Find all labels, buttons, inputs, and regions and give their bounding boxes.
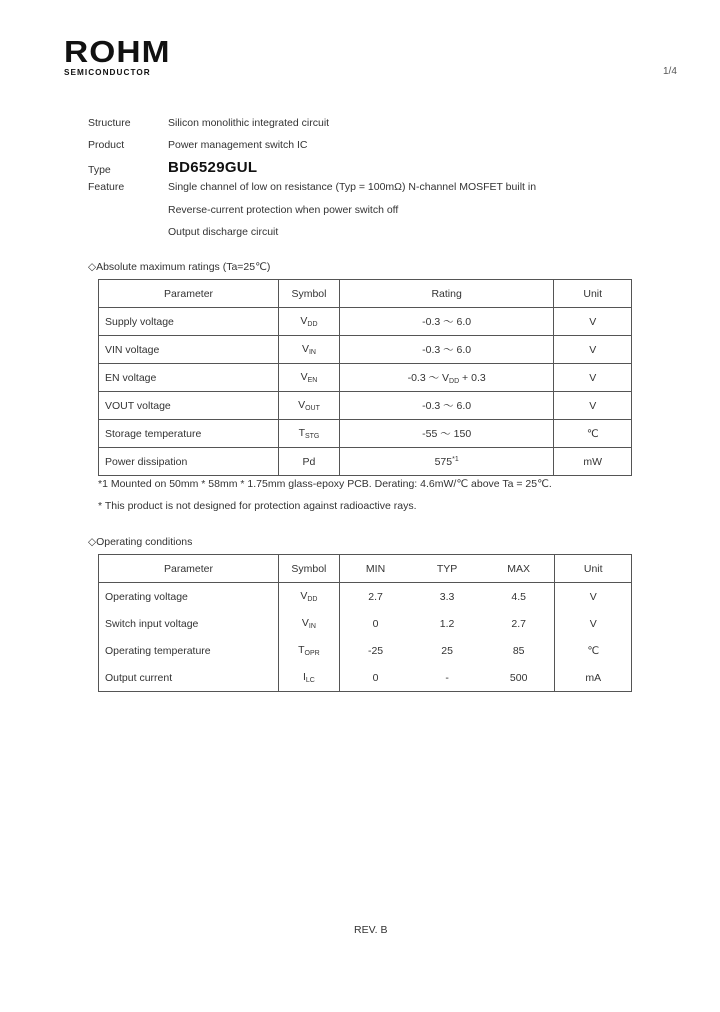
unit-cell: V bbox=[554, 336, 632, 364]
max-cell: 4.5 bbox=[483, 583, 555, 611]
unit-cell: V bbox=[555, 610, 632, 637]
symbol-cell: $T_{OPR}$ bbox=[279, 637, 340, 664]
unit-cell: V bbox=[554, 364, 632, 392]
footnote-1: *1 Mounted on 50mm * 58mm * 1.75mm glass-epoxy PCB. Derating: 4.6mW/℃ above Ta = 25℃. bbox=[98, 478, 552, 490]
min-cell: 0 bbox=[372, 617, 379, 630]
typ-cell: - bbox=[445, 671, 449, 684]
col-min: MIN bbox=[339, 555, 411, 583]
min-cell: -25 bbox=[367, 644, 384, 657]
col-typ: TYP bbox=[411, 555, 483, 583]
unit-cell: mW bbox=[554, 448, 632, 476]
col-symbol: Symbol bbox=[279, 280, 340, 308]
unit-cell: mA bbox=[555, 664, 632, 692]
col-symbol: Symbol bbox=[279, 555, 340, 583]
table-header-row bbox=[99, 555, 632, 583]
type-label: Type bbox=[88, 164, 111, 176]
rating-cell: -0.3 ～ 6.0 bbox=[339, 392, 554, 420]
col-max: MAX bbox=[483, 555, 555, 583]
col-parameter: Parameter bbox=[99, 280, 279, 308]
feature-label: Feature bbox=[88, 181, 125, 193]
param-cell: Power dissipation bbox=[99, 448, 279, 476]
table-header-row bbox=[99, 280, 632, 308]
rating-cell: 575$^{*1}$ bbox=[339, 448, 554, 476]
typ-cell: 25 bbox=[441, 644, 453, 657]
logo-subtitle: SEMICONDUCTOR bbox=[64, 68, 151, 77]
structure-label: Structure bbox=[88, 117, 131, 129]
abs-max-title: ◇Absolute maximum ratings (Ta=25℃) bbox=[88, 261, 271, 273]
param-cell: Operating temperature bbox=[99, 637, 279, 664]
rating-cell: -0.3 ～ $V_{DD} + 0.3$ bbox=[339, 364, 554, 392]
rating-cell: -0.3 ～ 6.0 bbox=[339, 336, 554, 364]
page-number: 1/4 bbox=[663, 66, 677, 77]
unit-cell: V bbox=[555, 583, 632, 611]
rating-cell: -0.3 ～ 6.0 bbox=[339, 308, 554, 336]
table-row bbox=[99, 583, 632, 611]
op-cond-table bbox=[98, 554, 632, 692]
table-row bbox=[99, 308, 632, 336]
logo-wordmark: ROHM bbox=[64, 34, 171, 69]
symbol-cell: $V_{DD}$ bbox=[279, 583, 340, 611]
table-row bbox=[99, 664, 632, 692]
unit-cell: ℃ bbox=[554, 420, 632, 448]
symbol-cell: $I_{LC}$ bbox=[279, 664, 340, 692]
max-cell: 2.7 bbox=[483, 610, 555, 637]
col-unit: Unit bbox=[555, 555, 632, 583]
param-cell: Switch input voltage bbox=[99, 610, 279, 637]
typ-cell: 1.2 bbox=[439, 617, 455, 630]
rating-cell: -55 ～ 150 bbox=[339, 420, 554, 448]
table-row bbox=[99, 336, 632, 364]
symbol-cell: $V_{IN}$ bbox=[279, 336, 340, 364]
unit-cell: V bbox=[554, 308, 632, 336]
col-rating: Rating bbox=[339, 280, 554, 308]
param-cell: EN voltage bbox=[99, 364, 279, 392]
op-cond-title: ◇Operating conditions bbox=[88, 536, 193, 548]
feature-item: Single channel of low on resistance (Typ = 100mΩ) N-channel MOSFET built in bbox=[168, 181, 537, 193]
min-cell: 0 bbox=[372, 671, 379, 684]
symbol-cell: Pd bbox=[279, 448, 340, 476]
table-row bbox=[99, 420, 632, 448]
revision-label: REV. B bbox=[354, 924, 388, 936]
table-row bbox=[99, 392, 632, 420]
symbol-cell: $V_{DD}$ bbox=[279, 308, 340, 336]
symbol-cell: $V_{IN}$ bbox=[279, 610, 340, 637]
table-row bbox=[99, 637, 632, 664]
table-row bbox=[99, 610, 632, 637]
product-label: Product bbox=[88, 139, 125, 151]
param-cell: Operating voltage bbox=[99, 583, 279, 611]
unit-cell: V bbox=[554, 392, 632, 420]
rohm-logo bbox=[64, 34, 176, 77]
unit-cell: ℃ bbox=[555, 637, 632, 664]
table-row bbox=[99, 448, 632, 476]
col-parameter: Parameter bbox=[99, 555, 279, 583]
col-unit: Unit bbox=[554, 280, 632, 308]
abs-max-table bbox=[98, 279, 632, 476]
max-cell: 500 bbox=[483, 664, 555, 692]
structure-value: Silicon monolithic integrated circuit bbox=[168, 117, 330, 129]
product-value: Power management switch IC bbox=[168, 139, 308, 151]
param-cell: VOUT voltage bbox=[99, 392, 279, 420]
param-cell: Supply voltage bbox=[99, 308, 279, 336]
symbol-cell: $V_{EN}$ bbox=[279, 364, 340, 392]
symbol-cell: $V_{OUT}$ bbox=[279, 392, 340, 420]
param-cell: Output current bbox=[99, 664, 279, 692]
feature-item: Output discharge circuit bbox=[168, 226, 279, 238]
param-cell: VIN voltage bbox=[99, 336, 279, 364]
typ-cell: 3.3 bbox=[439, 590, 455, 603]
param-cell: Storage temperature bbox=[99, 420, 279, 448]
part-number: BD6529GUL bbox=[168, 159, 258, 176]
footnote-radiation: * This product is not designed for protection against radioactive rays. bbox=[98, 500, 417, 512]
feature-item: Reverse-current protection when power switch off bbox=[168, 204, 399, 216]
max-cell: 85 bbox=[483, 637, 555, 664]
table-row bbox=[99, 364, 632, 392]
min-cell: 2.7 bbox=[368, 590, 383, 603]
symbol-cell: $T_{STG}$ bbox=[279, 420, 340, 448]
